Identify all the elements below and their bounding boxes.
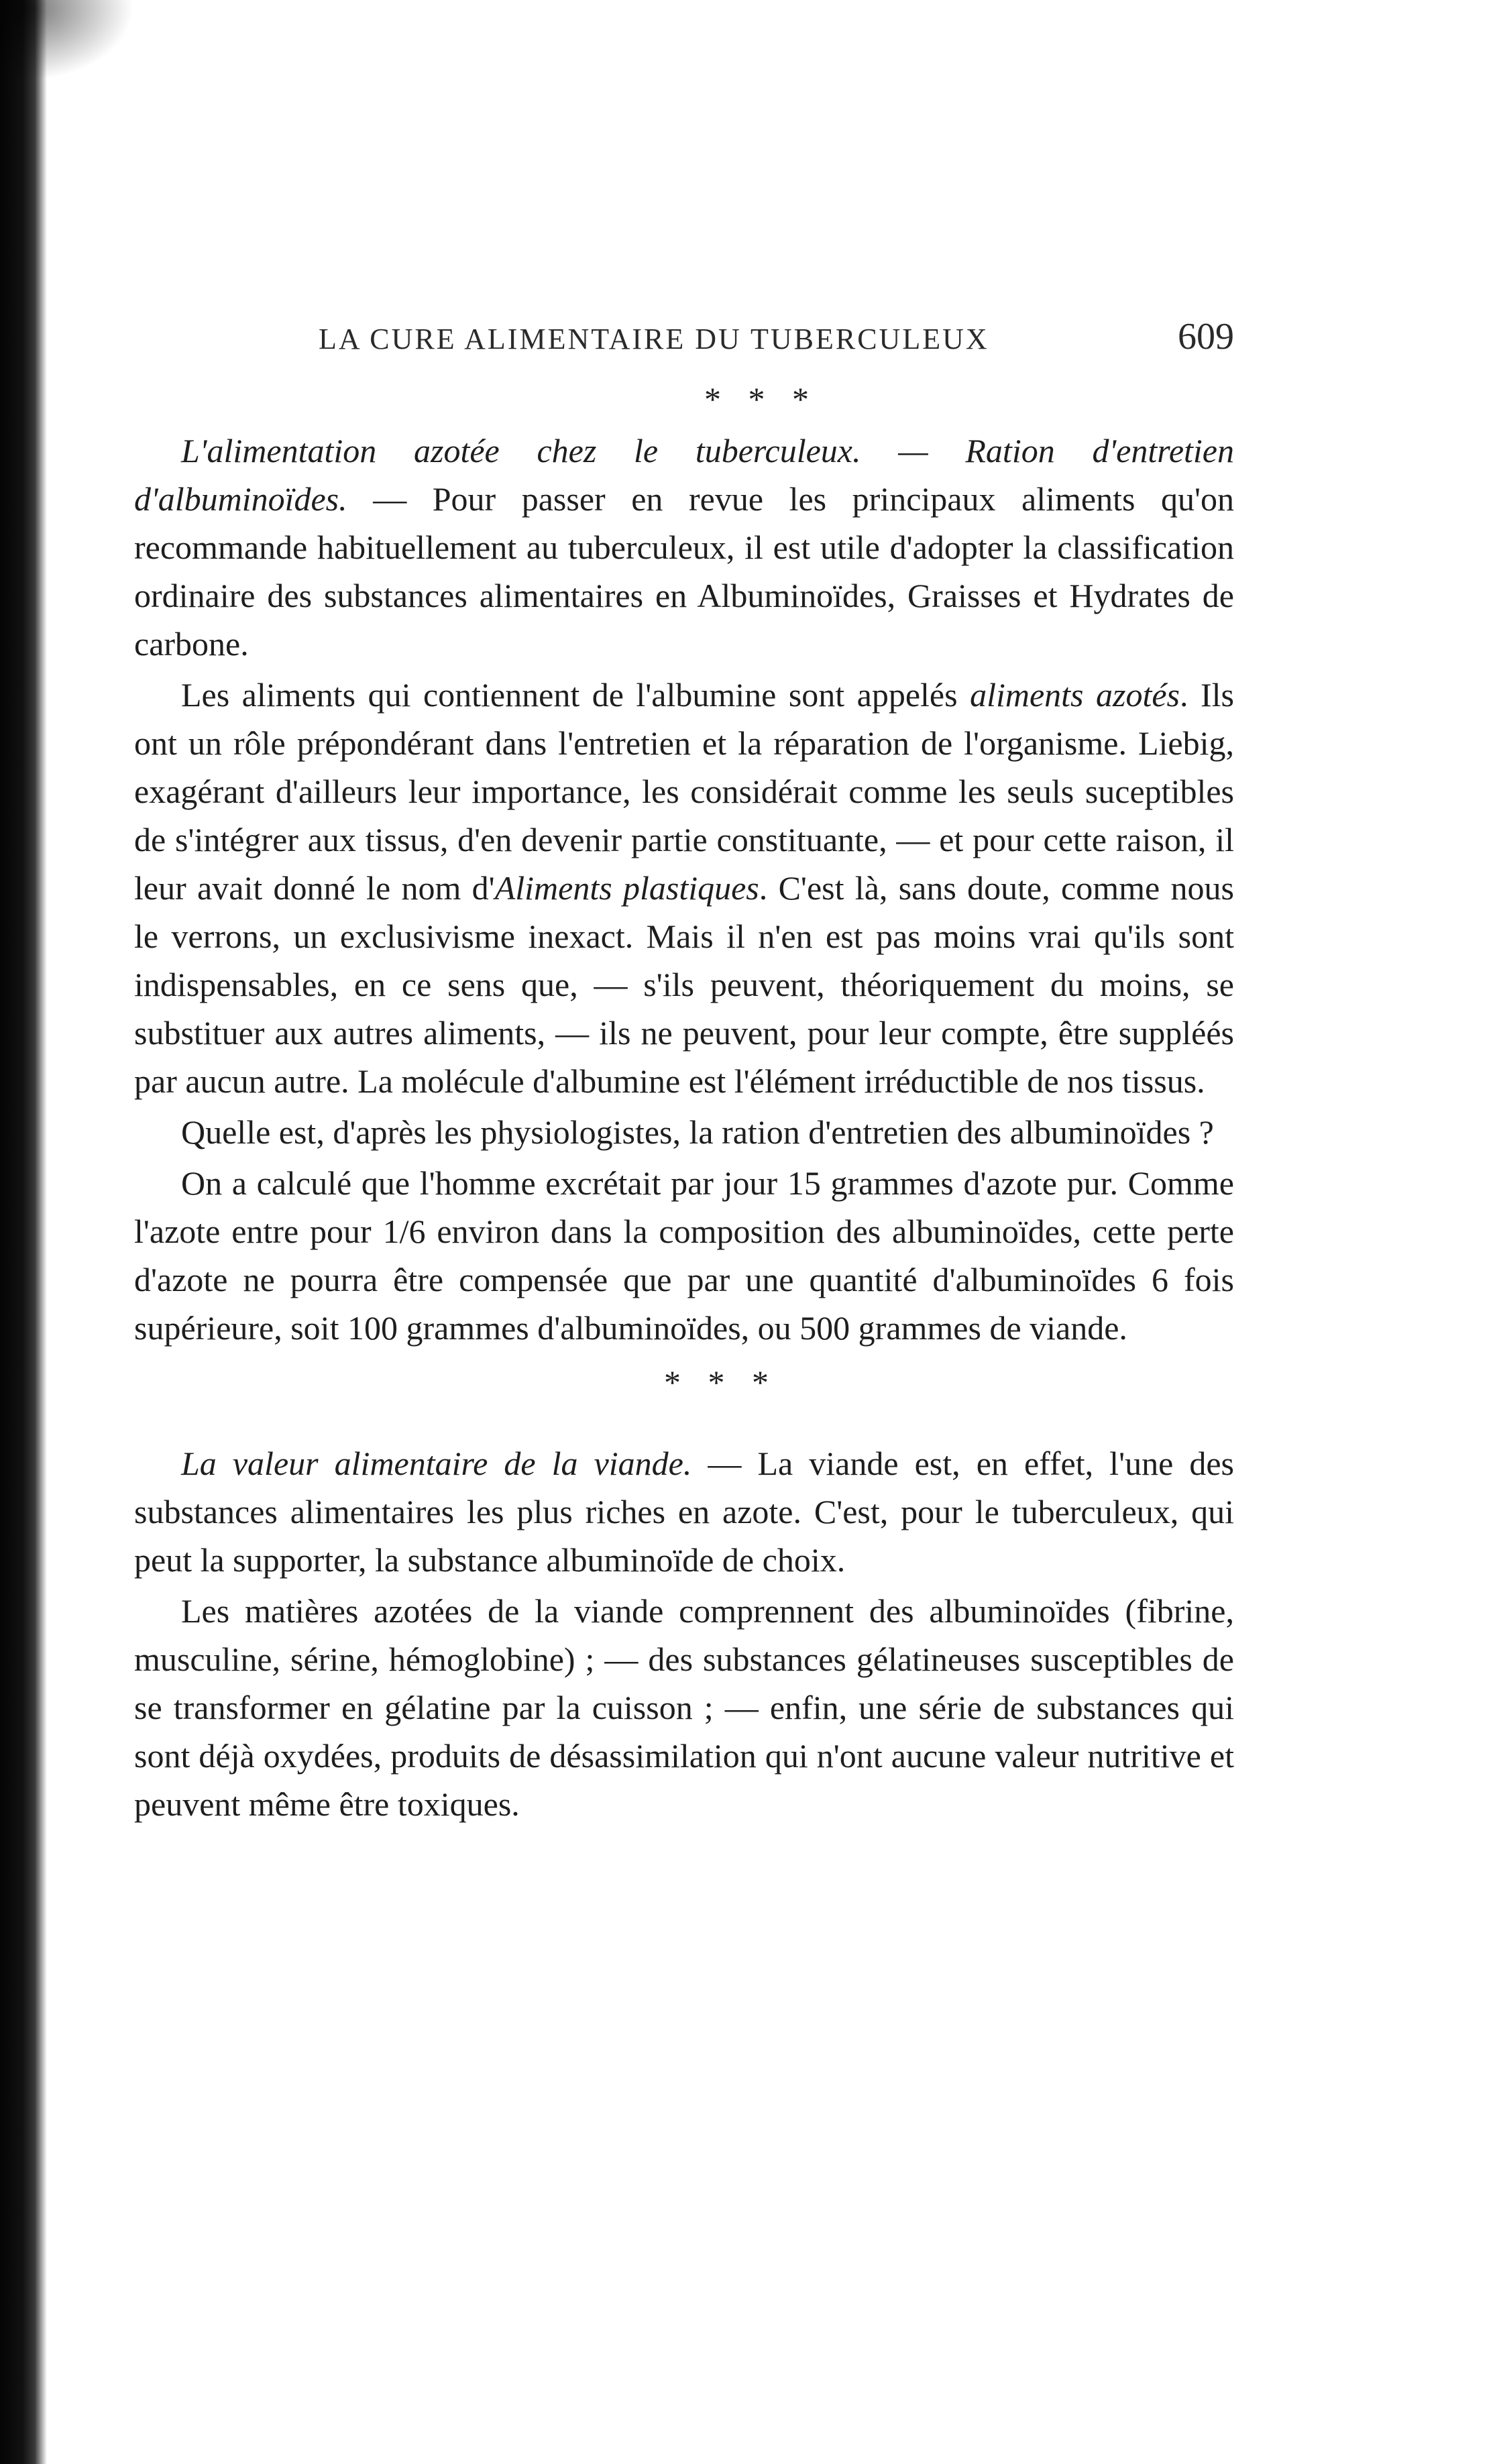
section-separator: * * * [664, 1363, 778, 1401]
paragraph-calcul: On a calculé que l'homme excrétait par jour 15 grammes d'azote pur. Comme l'azote entre pour 1/6 environ dans la composition des albuminoïdes, cette perte d'azote ne pourra être compensée que par une quantité d'albuminoïdes 6 fois supérieure, soit 100 grammes d'albuminoïdes, ou 500 grammes de viande. [134, 1164, 1234, 1347]
section-heading-italic: La valeur alimentaire de la viande. [181, 1445, 692, 1482]
paragraph-valeur-viande [134, 1439, 1234, 1584]
italic-term: Aliments plastiques [494, 869, 759, 907]
paragraph-text: . Ils ont un rôle prépondérant dans l'entretien et la réparation de l'organisme. Liebig, exagérant d'ailleurs leur importance, les considérait comme les seuls suceptibles de s'intégrer aux tissus, d'en devenir partie constituante, — et pour cette raison, il leur avait donné le nom d' [134, 676, 1234, 907]
paragraph-matieres-azotees: Les matières azotées de la viande comprennent des albuminoïdes (fibrine, musculine, sérine, hémoglobine) ; — des substances gélatineuses susceptibles de se transformer en gélatine par la cuisson ; — enfin, une série de substances qui sont déjà oxydées, produits de désassimilation qui n'ont aucune valeur nutritive et peuvent même être toxiques. [134, 1592, 1234, 1823]
page-number: 609 [1178, 316, 1234, 357]
italic-term: aliments azotés [970, 676, 1180, 714]
book-page [134, 315, 1234, 1828]
paragraph-question: Quelle est, d'après les physiologistes, la ration d'entretien des albuminoïdes ? [181, 1113, 1214, 1151]
paragraph-azote-intro [134, 427, 1234, 668]
book-binding-edge [0, 0, 47, 2464]
paragraph-text: Les aliments qui contiennent de l'albumine sont appelés [181, 676, 971, 714]
paragraph-aliments-azotes [134, 671, 1234, 1105]
paragraph-text: — La viande est, en effet, l'une des substances alimentaires les plus riches en azote. C'est, pour le tuberculeux, qui peut la supporter, la substance albuminoïde de choix. [134, 1445, 1234, 1579]
section-separator: * * * [704, 380, 818, 418]
running-head [134, 315, 1234, 369]
paragraph-text: . C'est là, sans doute, comme nous le verrons, un exclusivisme inexact. Mais il n'en est pas moins vrai qu'ils sont indispensables, en ce sens que, — s'ils peuvent, théoriquement du moins, se substituer aux autres aliments, — ils ne peuvent, pour leur compte, être suppléés par aucun autre. La molécule d'albumine est l'élément irréductible de nos tissus. [134, 869, 1234, 1100]
paragraph-text: — Pour passer en revue les principaux aliments qu'on recommande habituellement au tuberculeux, il est utile d'adopter la classification ordinaire des substances alimentaires en Albuminoïdes, Graisses et Hydrates de carbone. [134, 480, 1234, 663]
running-title: LA CURE ALIMENTAIRE DU TUBERCULEUX [319, 323, 989, 355]
section-heading-italic: L'alimentation azotée chez le tuberculeux. — Ration d'entretien d'albuminoïdes. [134, 432, 1234, 518]
binding-shadow [0, 0, 134, 80]
